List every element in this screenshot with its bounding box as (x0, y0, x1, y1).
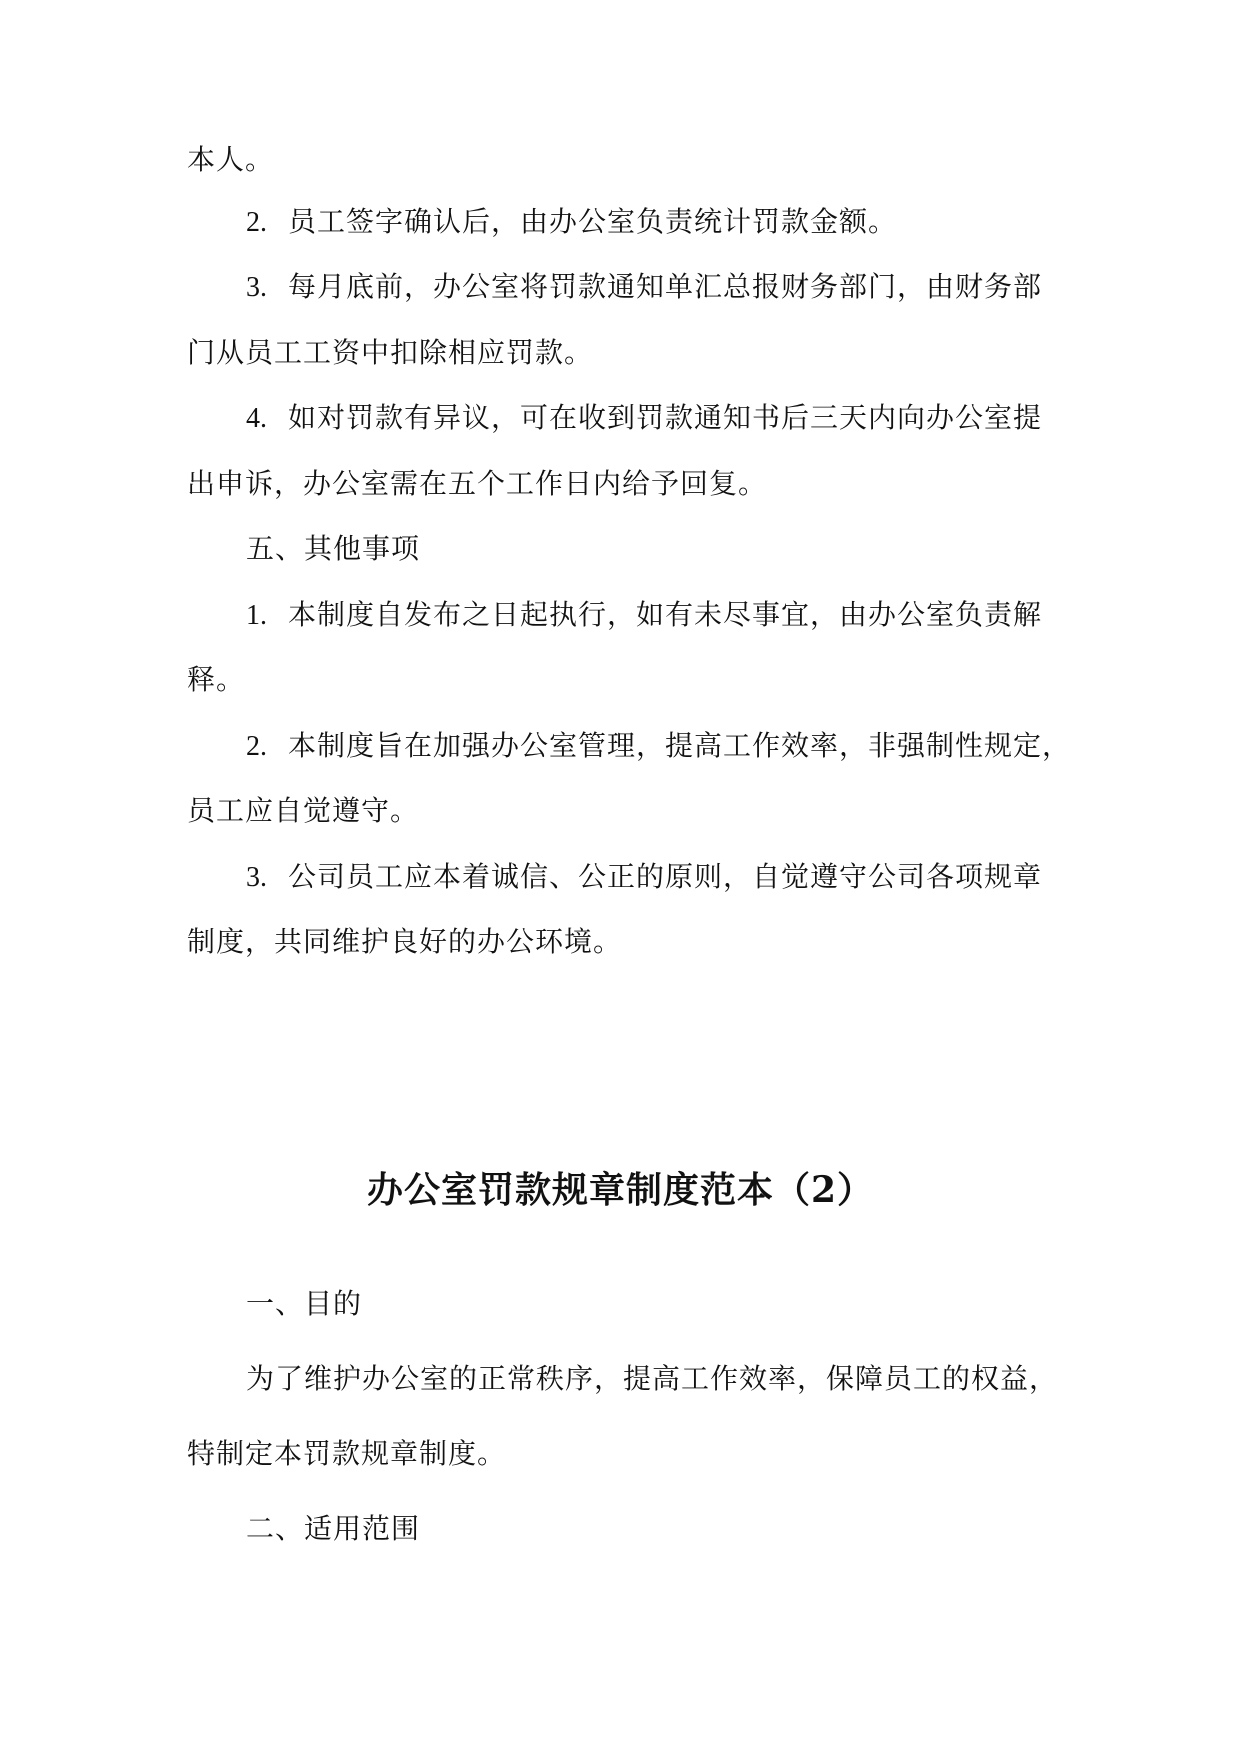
list-number: 4. (246, 403, 267, 434)
paragraph-line (187, 660, 1057, 700)
line-text: 员工应自觉遵守。 (187, 794, 420, 827)
paragraph-line (187, 140, 1057, 180)
line-text: 每月底前，办公室将罚款通知单汇总报财务部门，由财务部 (288, 270, 1043, 303)
line-text: 门从员工工资中扣除相应罚款。 (187, 336, 594, 369)
line-text: 一、目的 (246, 1287, 363, 1320)
list-number: 1. (246, 600, 267, 631)
line-text: 制度，共同维护良好的办公环境。 (187, 925, 623, 958)
line-text: 员工签字确认后，由办公室负责统计罚款金额。 (288, 205, 898, 238)
section-heading (246, 1509, 1058, 1549)
line-text: 特制定本罚款规章制度。 (187, 1437, 507, 1470)
list-item (246, 726, 1072, 767)
paragraph-line (187, 1434, 1057, 1474)
list-item (246, 857, 1058, 898)
line-text: 为了维护办公室的正常秩序，提高工作效率，保障员工的权益， (246, 1362, 1059, 1395)
line-text: 如对罚款有异议，可在收到罚款通知书后三天内向办公室提 (288, 401, 1043, 434)
list-number: 3. (246, 272, 267, 303)
section-heading (246, 1284, 1058, 1324)
line-text: 二、适用范围 (246, 1512, 421, 1545)
list-number: 2. (246, 731, 267, 762)
line-text: 本制度自发布之日起执行，如有未尽事宜，由办公室负责解 (288, 598, 1043, 631)
section-heading (246, 529, 1058, 569)
list-item (246, 595, 1058, 636)
list-number: 2. (246, 207, 267, 238)
line-text: 出申诉，办公室需在五个工作日内给予回复。 (187, 467, 768, 500)
line-text: 本人。 (187, 143, 275, 176)
paragraph-line (187, 791, 1057, 831)
line-text: 释。 (187, 663, 246, 696)
list-number: 3. (246, 862, 267, 893)
paragraph-line (187, 333, 1057, 373)
paragraph-line (246, 1359, 1058, 1399)
list-item (246, 398, 1058, 439)
list-item (246, 202, 1058, 243)
list-item (246, 267, 1058, 308)
document-title: 办公室罚款规章制度范本（2） (366, 1169, 875, 1211)
line-text: 本制度旨在加强办公室管理，提高工作效率，非强制性规定， (288, 729, 1072, 762)
line-text: 五、其他事项 (246, 532, 421, 565)
paragraph-line (187, 922, 1057, 962)
paragraph-line (187, 464, 1057, 504)
line-text: 公司员工应本着诚信、公正的原则，自觉遵守公司各项规章 (288, 860, 1043, 893)
